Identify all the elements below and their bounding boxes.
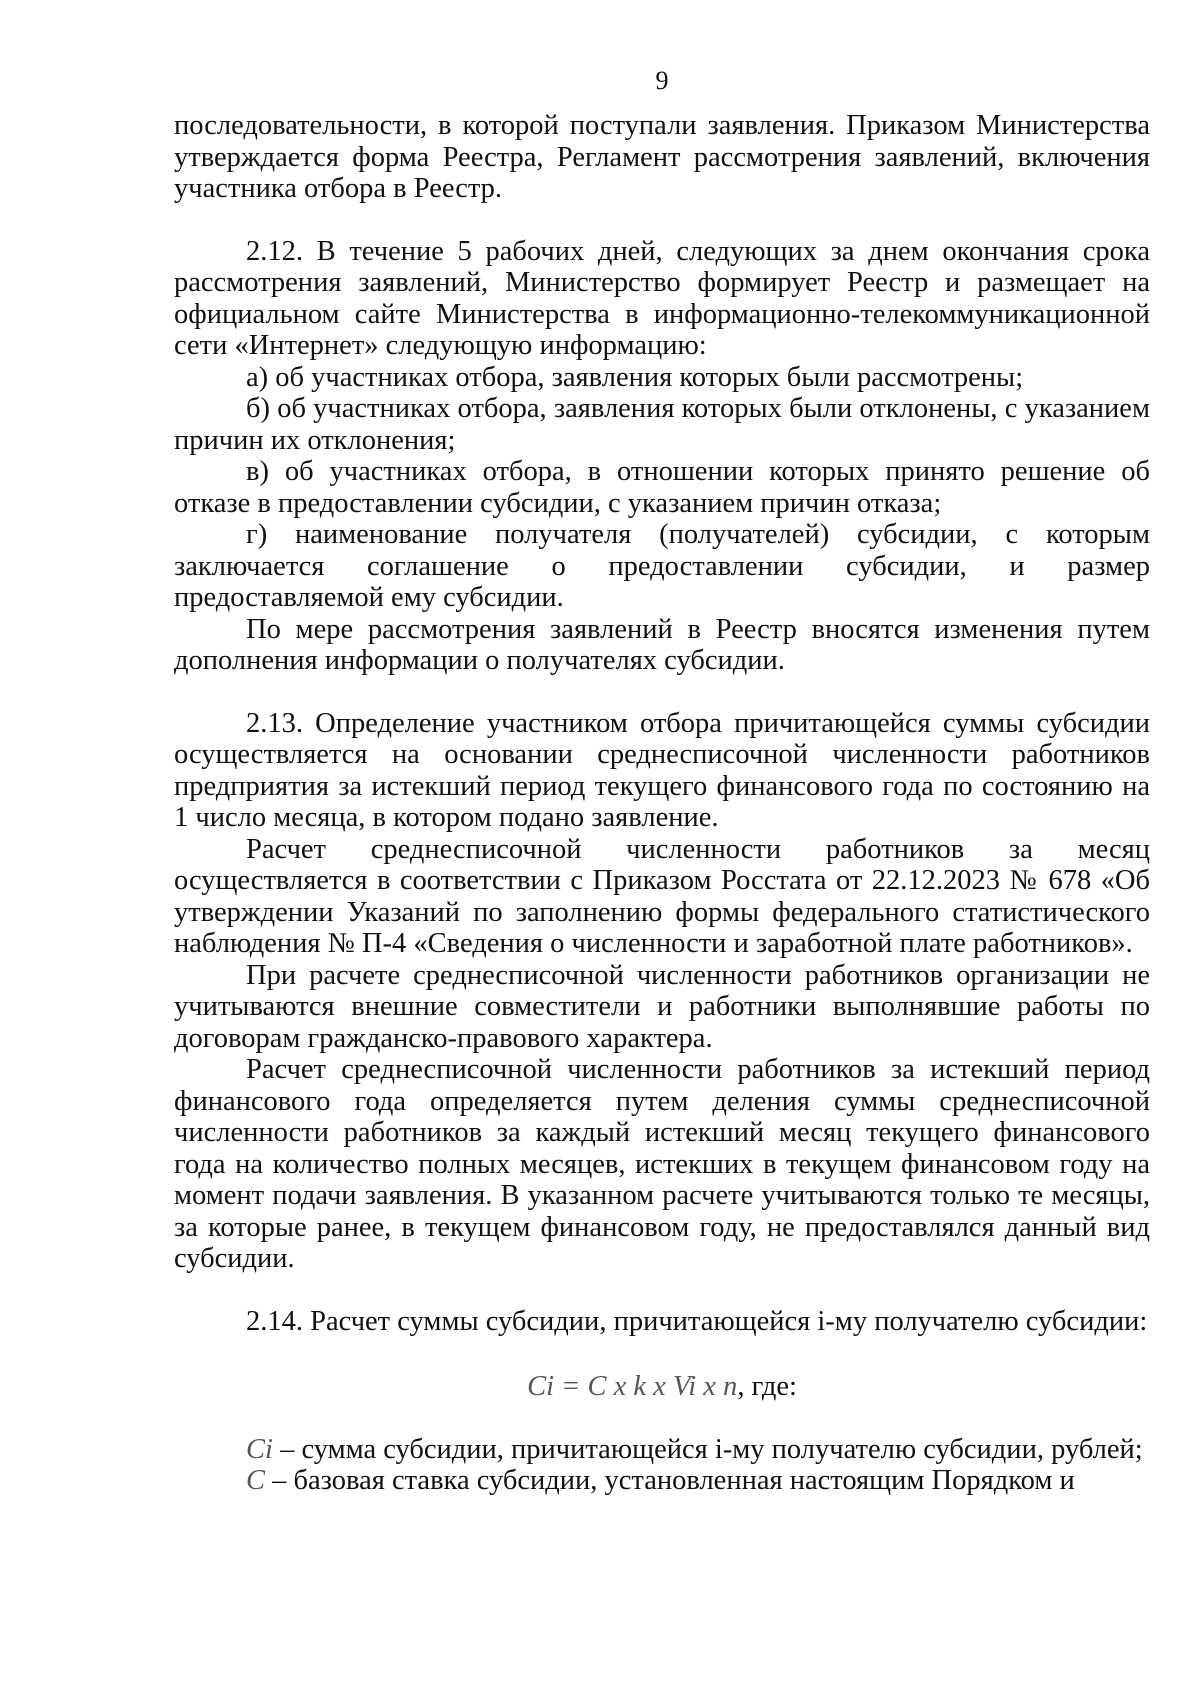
page-number: 9 [655, 66, 669, 95]
definition-text: – базовая ставка субсидии, установленная настоящим Порядком и [265, 1465, 1075, 1496]
paragraph-2-14: 2.14. Расчет суммы субсидии, причитающейся i-му получателю субсидии: [246, 1305, 1148, 1337]
subsidy-formula [174, 1371, 1150, 1403]
document-page [174, 66, 1150, 1497]
definition-ci [174, 1434, 1150, 1466]
paragraph-continuation: последовательности, в которой поступали заявления. Приказом Министерства утверждается форма Реестра, Регламент рассмотрения заявлений, включения участника отбора в Реестр. [174, 110, 1150, 204]
definition-symbol: Ci [246, 1433, 273, 1465]
definition-symbol: C [246, 1465, 266, 1496]
paragraph-2-13: 2.13. Определение участником отбора причитающейся суммы субсидии осуществляется на основании среднесписочной численности работников предприятия за истекший период текущего финансового года по состоянию на 1 число месяца, в котором подано заявление. [174, 707, 1150, 833]
paragraph-2-12: 2.12. В течение 5 рабочих дней, следующих за днем окончания срока рассмотрения заявлений, Министерство формирует Реестр и размещает на официальном сайте Министерства в информационно-телекоммуникационной сети «Интернет» следующую информацию: [174, 235, 1150, 361]
list-item-g: г) наименование получателя (получателей) субсидии, с которым заключается соглашение о предоставлении субсидии, и размер предоставляемой ему субсидии. [174, 519, 1150, 613]
list-item-a: а) об участниках отбора, заявления которых были рассмотрены; [246, 361, 1024, 393]
formula-expression: Ci = C x k x Vi x n [527, 1371, 738, 1402]
paragraph-registry-changes: По мере рассмотрения заявлений в Реестр вносятся изменения путем дополнения информации о получателях субсидии. [174, 613, 1150, 676]
paragraph-monthly-calculation: Расчет среднесписочной численности работников за месяц осуществляется в соответствии с Приказом Росстата от 22.12.2023 № 678 «Об утверждении Указаний по заполнению формы федерального статистического наблюдения № П-4 «Сведения о численности и заработной плате работников». [174, 833, 1150, 959]
definition-c [174, 1465, 1150, 1497]
definition-text: – сумма субсидии, причитающейся i-му получателю субсидии, рублей; [272, 1433, 1143, 1465]
paragraph-period-calculation: Расчет среднесписочной численности работников за истекший период финансового года определяется путем деления суммы среднесписочной численности работников за каждый истекший месяц текущего финансового года на количество полных месяцев, истекших в текущем финансовом году на момент подачи заявления. В указанном расчете учитываются только те месяцы, за которые ранее, в текущем финансовом году, не предоставлялся данный вид субсидии. [174, 1054, 1150, 1274]
list-item-v: в) об участниках отбора, в отношении которых принято решение об отказе в предоставлении субсидии, с указанием причин отказа; [174, 456, 1150, 519]
formula-suffix: , где: [737, 1371, 797, 1402]
paragraph-exclusions: При расчете среднесписочной численности работников организации не учитываются внешние совместители и работники выполнявшие работы по договорам гражданско-правового характера. [174, 959, 1150, 1054]
list-item-b: б) об участниках отбора, заявления которых были отклонены, с указанием причин их отклонения; [174, 393, 1150, 456]
